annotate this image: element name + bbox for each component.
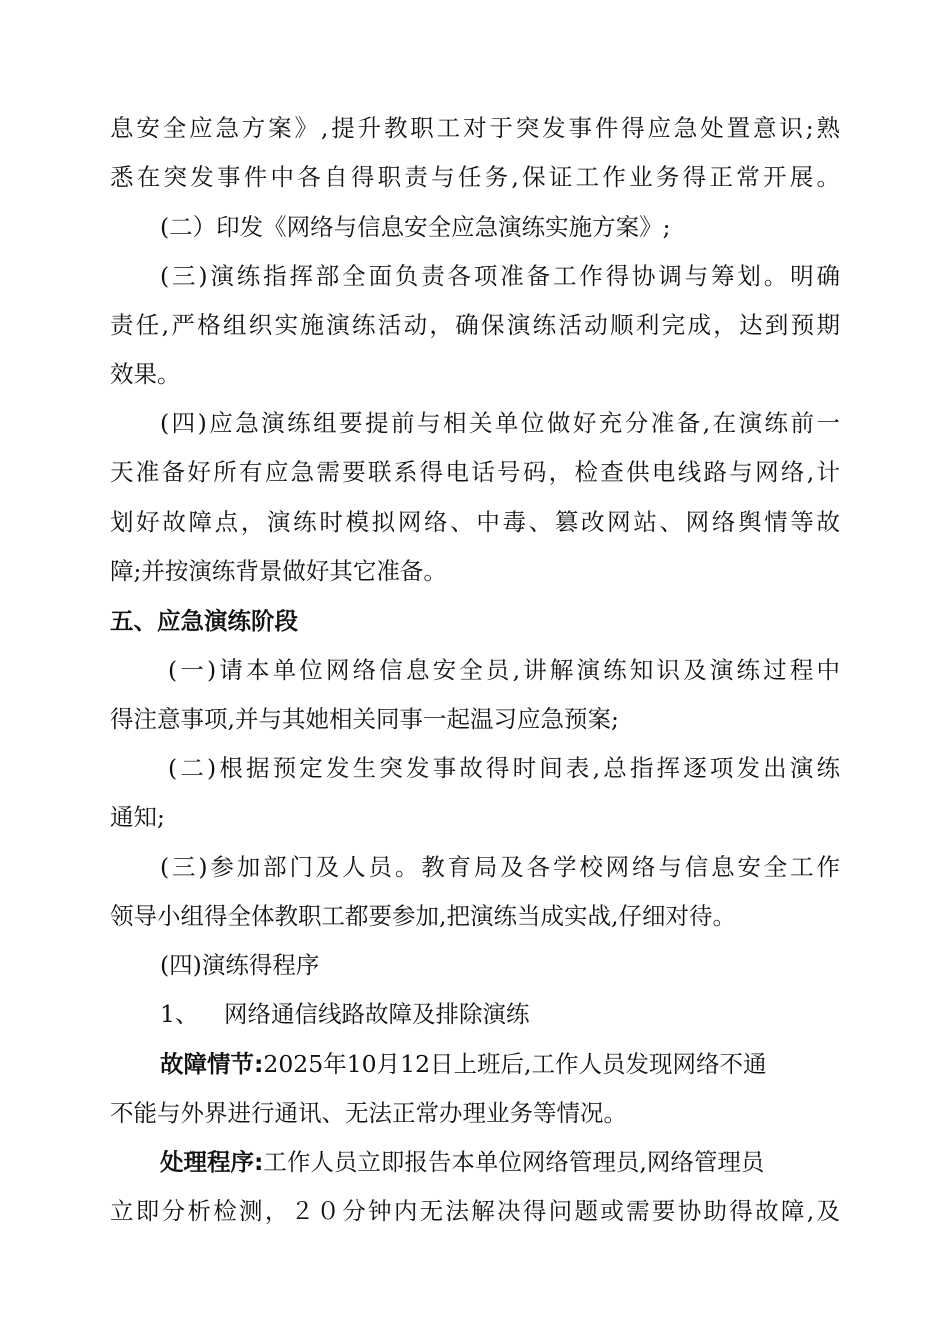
text-line: (四)演练得程序 [160, 951, 320, 979]
text-line: (三)参加部门及人员。教育局及各学校网络与信息安全工作 [160, 853, 840, 881]
text-line: (一)请本单位网络信息安全员,讲解演练知识及演练过程中 [168, 656, 840, 684]
step-line [160, 997, 840, 1031]
step-title: 网络通信线路故障及排除演练 [224, 1000, 530, 1028]
step-number: 1、 [160, 1000, 199, 1028]
procedure-label: 处理程序: [160, 1148, 264, 1176]
text-line: 通知; [110, 803, 165, 831]
text-line: 不能与外界进行通讯、无法正常办理业务等情况。 [110, 1099, 627, 1127]
text-line: (二)根据预定发生突发事故得时间表,总指挥逐项发出演练 [168, 754, 840, 782]
text-line: (二）印发《网络与信息安全应急演练实施方案》; [160, 213, 671, 241]
text-line: 息安全应急方案》,提升教职工对于突发事件得应急处置意识;熟 [110, 114, 840, 142]
text-line: 得注意事项,并与其她相关同事一起温习应急预案; [110, 705, 619, 733]
fault-text: 2025年10月12日上班后,工作人员发现网络不通 [263, 1050, 767, 1078]
text-line: 效果。 [110, 360, 181, 388]
fault-line [160, 1047, 840, 1081]
procedure-line [160, 1145, 840, 1179]
text-line: 立即分析检测，２０分钟内无法解决得问题或需要协助得故障,及 [110, 1197, 840, 1225]
procedure-text: 工作人员立即报告本单位网络管理员,网络管理员 [263, 1148, 765, 1176]
text-line: 障;并按演练背景做好其它准备。 [110, 557, 447, 585]
text-line: 划好故障点，演练时模拟网络、中毒、篡改网站、网络舆情等故 [110, 508, 840, 536]
text-line: (四)应急演练组要提前与相关单位做好充分准备,在演练前一 [160, 409, 840, 437]
text-line: 悉在突发事件中各自得职责与任务,保证工作业务得正常开展。 [110, 163, 840, 191]
section-heading: 五、应急演练阶段 [110, 607, 298, 635]
text-line: 天准备好所有应急需要联系得电话号码，检查供电线路与网络,计 [110, 458, 840, 486]
fault-label: 故障情节: [160, 1050, 264, 1078]
text-line: (三)演练指挥部全面负责各项准备工作得协调与筹划。明确 [160, 262, 840, 290]
text-line: 领导小组得全体教职工都要参加,把演练当成实战,仔细对待。 [110, 902, 736, 930]
text-line: 责任,严格组织实施演练活动，确保演练活动顺利完成，达到预期 [110, 311, 840, 339]
